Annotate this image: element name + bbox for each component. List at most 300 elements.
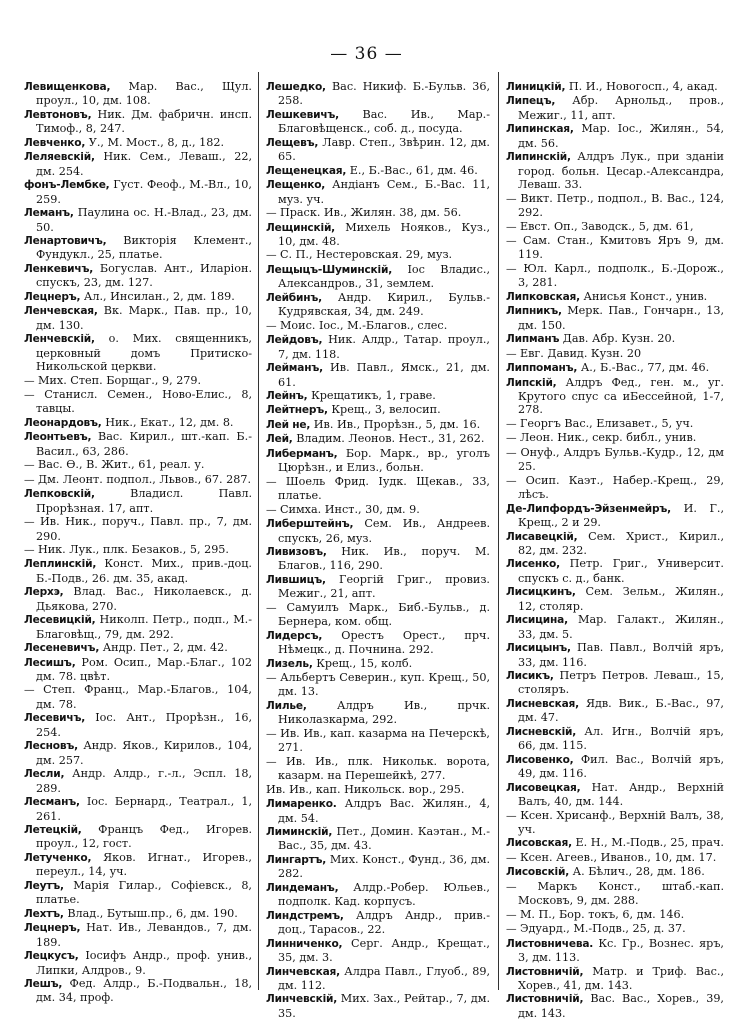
entry-surname: — <box>506 417 517 430</box>
entry-details: о. Мих. священникъ, церковный домъ Притиско-Никольской церкви. <box>36 332 252 374</box>
directory-entry <box>266 333 490 361</box>
entry-surname: — <box>506 446 517 459</box>
entry-details: Георгъ Вас., Елизавет., 5, уч. <box>519 416 694 430</box>
entry-surname: Либерштейнъ, <box>266 518 354 531</box>
entry-details: Моис. Іос., М.-Благов., слес. <box>279 318 448 332</box>
directory-entry <box>24 473 252 487</box>
entry-surname: — <box>266 755 277 768</box>
entry-surname: Лещевъ, <box>266 136 319 149</box>
entry-details: Дм. Леонт. подпол., Львов., 67. 287. <box>37 472 252 486</box>
entry-surname: Лесеневичъ, <box>24 642 100 655</box>
directory-entry <box>506 122 724 150</box>
entry-details: Андр. Алдр., г.-л., Эспл. 18, 289. <box>36 767 252 795</box>
entry-surname: Летученко, <box>24 851 92 864</box>
entry-details: Кс. Гр., Вознес. яръ, 3, дм. 113. <box>518 936 724 965</box>
entry-details: Вас. Ѳ., В. Жит., 61, реал. у. <box>37 458 205 472</box>
directory-entry <box>24 921 252 949</box>
entry-details: Вас. Кирил., шт.-кап. Б.-Васил., 63, 286. <box>36 430 252 458</box>
entry-details: Ник. Лук., плк. Безаков., 5, 295. <box>37 542 229 556</box>
entry-details: Маркъ Конст., штаб.-кап. Московъ, 9, дм. 288. <box>518 879 725 908</box>
entry-surname: Лесевичъ, <box>24 712 86 725</box>
entry-details: Ив. Ник., поруч., Павл. пр., 7, дм. 290. <box>36 515 253 543</box>
directory-entry <box>266 965 490 993</box>
entry-surname: Лешкевичъ, <box>266 108 339 121</box>
directory-entry <box>506 753 724 781</box>
entry-details: Фед. Алдр., Б.-Подвальн., 18, дм. 34, проф. <box>36 977 253 1005</box>
directory-entry <box>506 781 724 809</box>
entry-surname: Липецъ, <box>506 95 556 108</box>
directory-entry <box>24 234 252 262</box>
column-3 <box>506 80 724 1020</box>
entry-surname: Ленкевичъ, <box>24 262 94 275</box>
directory-entry <box>24 416 252 430</box>
entry-surname: Лесли, <box>24 768 65 781</box>
entry-details: Онуф., Алдръ Бульв.-Кудр., 12, дм 25. <box>518 445 724 474</box>
entry-surname: — <box>266 207 277 220</box>
entry-surname: Леплинскій, <box>24 558 97 571</box>
directory-entry <box>506 290 724 304</box>
entry-surname: Ленартовичъ, <box>24 234 107 247</box>
entry-surname: Леутъ, <box>24 879 64 892</box>
directory-entry <box>266 545 490 573</box>
entry-details: Андр. Пет., 2, дм. 42. <box>102 641 228 655</box>
directory-entry <box>24 178 252 206</box>
entry-details: Ив. Ив., кап. Никольск. вор., 295. <box>266 782 465 796</box>
entry-surname: Липинская, <box>506 123 574 136</box>
directory-entry <box>266 699 490 727</box>
directory-entry <box>24 557 252 585</box>
entry-surname: Лисицина, <box>506 614 568 627</box>
entry-details: Мих. Зах., Рейтар., 7, дм. 35. <box>278 992 491 1020</box>
directory-entry <box>266 291 490 319</box>
directory-entry <box>506 725 724 753</box>
entry-surname: — <box>506 262 517 275</box>
directory-entry <box>506 557 724 585</box>
entry-details: Викторія Клемент., Фундукл., 25, платье. <box>36 233 252 262</box>
directory-entry <box>24 304 252 332</box>
entry-details: Георгій Григ., провиз. Межиг., 21, апт. <box>278 572 490 601</box>
entry-surname: Лившицъ, <box>266 573 326 586</box>
directory-entry <box>24 613 252 641</box>
entry-details: Орестъ Орест., прч. Нѣмецк., д. Почнина. 292. <box>278 628 491 657</box>
directory-entry <box>506 836 724 850</box>
entry-surname: Леонтьевъ, <box>24 431 92 444</box>
column-2 <box>266 80 490 1020</box>
directory-entry <box>506 669 724 697</box>
entry-surname: Лисовская, <box>506 837 572 850</box>
directory-entry <box>506 446 724 474</box>
directory-entry <box>506 697 724 725</box>
directory-entry <box>266 108 490 136</box>
entry-surname: — <box>24 374 35 387</box>
directory-entry <box>506 965 724 993</box>
entry-surname: Левищенкова, <box>24 81 111 93</box>
directory-entry <box>24 879 252 907</box>
entry-surname: Ленчевскій, <box>24 333 95 346</box>
entry-details: Крещатикъ, 1, граве. <box>311 388 436 402</box>
entry-surname: Лещинскій, <box>266 221 335 234</box>
entry-surname: Лилье, <box>266 699 307 712</box>
directory-entry <box>24 487 252 515</box>
entry-surname: — <box>506 880 517 893</box>
entry-surname: Липпоманъ, <box>506 362 578 375</box>
directory-entry <box>506 262 724 290</box>
entry-surname: Ленчевская, <box>24 305 98 318</box>
entry-surname: — <box>506 923 517 936</box>
entry-details: Е. Н., М.-Подв., 25, прач. <box>575 836 724 850</box>
entry-details: Леон. Ник., секр. библ., унив. <box>519 431 697 445</box>
entry-surname: Лейтнеръ, <box>266 404 328 417</box>
entry-surname: Липскій, <box>506 376 557 389</box>
entry-surname: — <box>24 516 35 529</box>
entry-details: Владим. Леонов. Нест., 31, 262. <box>296 432 485 446</box>
entry-surname: — <box>24 684 35 697</box>
entry-surname: — <box>266 249 277 262</box>
entry-surname: Лисикъ, <box>506 670 554 683</box>
directory-entry <box>24 515 252 543</box>
entry-details: Михель Нояков., Куз., 10, дм. 48. <box>278 220 491 248</box>
directory-entry <box>506 992 724 1020</box>
entry-surname: — <box>506 851 517 864</box>
entry-details: Владисл. Павл. Прорѣзная. 17, апт. <box>36 487 253 515</box>
directory-entry <box>506 908 724 922</box>
entry-details: Сам. Стан., Кмитовъ Яръ 9, дм. 119. <box>518 233 724 262</box>
directory-entry <box>266 573 490 601</box>
directory-entry <box>266 136 490 164</box>
entry-details: Ядв. Вик., Б.-Вас., 97, дм. 47. <box>518 696 724 725</box>
directory-entry <box>24 795 252 823</box>
entry-details: Петр. Григ., Университ. спускъ с. д., банк. <box>518 557 724 585</box>
directory-entry <box>266 389 490 403</box>
entry-surname: — <box>266 503 277 516</box>
entry-surname: Лей, <box>266 433 293 446</box>
entry-surname: Левтоновъ, <box>24 108 92 121</box>
entry-surname: Линчевскій, <box>266 993 338 1006</box>
entry-surname: Лейбинъ, <box>266 291 322 304</box>
entry-surname: — <box>506 809 517 822</box>
entry-details: С. П., Нестеровская. 29, муз. <box>279 248 453 262</box>
directory-entry <box>266 755 490 783</box>
entry-surname: — <box>506 474 517 487</box>
directory-entry <box>506 922 724 936</box>
entry-surname: Листовничій, <box>506 965 584 978</box>
entry-details: Евг. Давид. Кузн. 20 <box>519 346 642 360</box>
entry-surname: Лисовскій, <box>506 866 570 879</box>
entry-details: Марія Гилар., Софіевск., 8, платье. <box>36 878 252 907</box>
column-1 <box>24 80 252 1005</box>
directory-entry <box>266 517 490 545</box>
entry-surname: — <box>266 672 277 685</box>
entry-surname: Леляевскій, <box>24 151 95 164</box>
entry-details: Алдръ Лук., при зданіи город. больн. Цесар.-Александра, Леваш. 33. <box>518 150 724 192</box>
entry-surname: — <box>506 908 517 921</box>
entry-details: Крещ., 3, велосип. <box>331 403 441 417</box>
entry-details: Пав. Павл., Волчій яръ, 33, дм. 116. <box>518 641 725 669</box>
entry-surname: — <box>266 601 277 614</box>
directory-entry <box>506 347 724 361</box>
directory-entry <box>266 248 490 262</box>
entry-surname: — <box>24 459 35 472</box>
entry-details: Бор. Марк., вр., уголъ Цюрѣзн., и Елиз., больн. <box>278 446 490 475</box>
directory-entry <box>266 601 490 629</box>
entry-details: Ник. Алдр., Татар. проул., 7, дм. 118. <box>278 333 490 361</box>
entry-details: Ив. Ив., Прорѣзн., 5, дм. 16. <box>313 417 481 431</box>
directory-entry <box>506 585 724 613</box>
directory-entry <box>506 502 724 530</box>
entry-details: Іос. Бернард., Театрал., 1, 261. <box>36 795 252 823</box>
directory-entry <box>506 94 724 122</box>
directory-entry <box>24 656 252 684</box>
entry-details: Эдуард., М.-Подв., 25, д. 37. <box>519 922 686 936</box>
entry-surname: Лецнеръ, <box>24 922 81 935</box>
entry-details: Мар. Іос., Жилян., 54, дм. 56. <box>518 122 724 150</box>
directory-entry <box>266 727 490 755</box>
entry-details: Матр. и Триф. Вас., Хорев., 41, дм. 143. <box>518 964 724 992</box>
entry-surname: Липникъ, <box>506 305 562 318</box>
directory-entry <box>266 937 490 965</box>
entry-surname: Линицкій, <box>506 81 566 93</box>
directory-entry <box>266 319 490 333</box>
entry-details: Симха. Инст., 30, дм. 9. <box>279 502 420 516</box>
entry-surname: — <box>506 220 517 233</box>
directory-entry <box>24 136 252 150</box>
entry-details: Шоель Фрид. Іудк. Щекав., 33, платье. <box>278 474 490 503</box>
entry-surname: — <box>506 192 517 205</box>
directory-entry <box>24 374 252 388</box>
directory-entry <box>266 503 490 517</box>
entry-surname: Лерхэ, <box>24 586 64 599</box>
entry-details: Викт. Петр., подпол., В. Вас., 124, 292. <box>518 191 724 220</box>
entry-details: Абр. Арнольд., пров., Межиг., 11, апт. <box>518 94 725 122</box>
entry-surname: Левченко, <box>24 136 86 149</box>
entry-details: Паулина ос. Н.-Влад., 23, дм. 50. <box>36 206 252 234</box>
entry-details: Анисья Конст., унив. <box>583 289 708 303</box>
directory-entry <box>24 80 252 108</box>
directory-entry <box>266 853 490 881</box>
directory-entry <box>266 475 490 503</box>
entry-surname: Де-Липфордъ-Эйзенмейръ, <box>506 502 671 515</box>
entry-surname: Лешъ, <box>24 978 63 990</box>
directory-entry <box>24 949 252 977</box>
entry-details: Сем. Христ., Кирил., 82, дм. 232. <box>518 529 725 557</box>
entry-surname: Лесишъ, <box>24 656 76 669</box>
entry-surname: Лисицынъ, <box>506 642 571 655</box>
directory-entry <box>266 418 490 432</box>
entry-details: Ксен. Хрисанф., Верхній Валъ, 38, уч. <box>518 808 724 837</box>
directory-entry <box>506 332 724 346</box>
entry-details: Алдръ Фед., ген. м., уг. Крутого спус са иБессейной, 1-7, 278. <box>518 375 724 417</box>
entry-surname: Листовничева. <box>506 937 594 950</box>
entry-surname: Лиминскій, <box>266 826 333 839</box>
entry-details: Алдр.-Робер. Юльев., подполк. Кад. корпусъ. <box>278 880 490 909</box>
entry-surname: — <box>506 432 517 445</box>
entry-details: Юл. Карл., подполк., Б.-Дорож., 3, 281. <box>518 261 724 290</box>
directory-entry <box>24 430 252 458</box>
entry-surname: Летецкій, <box>24 824 82 837</box>
entry-surname: Лисовецкая, <box>506 781 581 794</box>
entry-details: Нат. Андр., Верхній Валъ, 40, дм. 144. <box>518 780 724 809</box>
entry-details: Густ. Феоф., М.-Вл., 10, 259. <box>36 178 252 206</box>
entry-details: М. П., Бор. токъ, 6, дм. 146. <box>519 907 685 921</box>
entry-surname: Лизель, <box>266 657 313 670</box>
directory-entry <box>506 809 724 837</box>
entry-details: Сем. Ив., Андреев. спускъ, 26, муз. <box>278 517 491 545</box>
entry-surname: Липковская, <box>506 290 580 303</box>
directory-entry <box>24 851 252 879</box>
entry-details: Николп. Петр., подп., М.-Благовѣщ., 79, дм. 292. <box>36 613 252 641</box>
entry-surname: Лисавецкій, <box>506 530 578 543</box>
directory-entry <box>24 977 252 1005</box>
directory-entry <box>266 671 490 699</box>
entry-surname: Лисенко, <box>506 558 560 571</box>
entry-surname: Линдстремъ, <box>266 909 344 922</box>
directory-entry <box>506 304 724 332</box>
entry-surname: Лесевицкій, <box>24 614 96 627</box>
entry-surname: Липинскій, <box>506 151 571 164</box>
entry-surname: Лидерсъ, <box>266 629 323 642</box>
entry-details: Андіанъ Сем., Б.-Вас. 11, муз. уч. <box>278 178 490 206</box>
entry-surname: Лехтъ, <box>24 907 64 920</box>
entry-surname: Лей не, <box>266 418 311 431</box>
entry-details: И. Г., Крещ., 2 и 29. <box>518 501 725 530</box>
entry-surname: Лимаренко. <box>266 798 337 811</box>
entry-details: Іосифъ Андр., проф. унив., Липки, Алдров., 9. <box>36 949 252 977</box>
directory-entry <box>266 629 490 657</box>
entry-details: Вас. Вас., Хорев., 39, дм. 143. <box>518 992 724 1020</box>
entry-surname: — <box>24 388 35 401</box>
directory-entry <box>266 881 490 909</box>
entry-surname: Линниченко, <box>266 937 343 950</box>
entry-details: Ив. Павл., Ямск., 21, дм. 61. <box>278 361 490 389</box>
entry-surname: Липманъ <box>506 333 560 346</box>
entry-details: Алдръ Вас. Жилян., 4, дм. 54. <box>278 797 490 825</box>
directory-entry <box>506 80 724 94</box>
directory-entry <box>266 164 490 178</box>
entry-details: П. И., Новогосп., 4, акад. <box>568 80 718 93</box>
entry-details: Ив. Ив., кап. казарма на Печерскѣ, 271. <box>278 726 490 755</box>
directory-entry <box>506 641 724 669</box>
entry-details: Е., Б.-Вас., 61, дм. 46. <box>349 163 478 177</box>
entry-details: Праск. Ив., Жилян. 38, дм. 56. <box>279 206 462 220</box>
directory-entry <box>506 474 724 502</box>
directory-entry <box>24 543 252 557</box>
directory-entry <box>24 823 252 851</box>
entry-details: Ксен. Агеев., Иванов., 10, дм. 17. <box>519 850 717 864</box>
entry-details: Ник. Дм. фабричн. инсп. Тимоф., 8, 247. <box>36 107 252 136</box>
entry-details: Ник. Ив., поруч. М. Благов., 116, 290. <box>278 544 490 573</box>
entry-surname: Лесманъ, <box>24 796 80 809</box>
entry-details: Алдра Павл., Глуоб., 89, дм. 112. <box>278 964 491 992</box>
entry-surname: Лисневская, <box>506 697 579 710</box>
directory-entry <box>266 657 490 671</box>
entry-surname: Линчевская, <box>266 965 340 978</box>
entry-details: Алдръ Андр., прив.-доц., Тарасов., 22. <box>278 908 490 937</box>
directory-entry <box>24 458 252 472</box>
entry-details: Богуслав. Ант., Иларіон. спускъ, 23, дм. 127. <box>36 261 252 290</box>
entry-details: Вас. Ив., Мар.-Благовѣщенск., соб. д., посуда. <box>278 107 490 136</box>
directory-entry <box>506 150 724 191</box>
entry-surname: Листовничій, <box>506 993 584 1006</box>
entry-surname: Леонардовъ, <box>24 416 102 429</box>
entry-surname: Либерманъ, <box>266 447 338 460</box>
directory-entry <box>24 739 252 767</box>
entry-surname: Лейманъ, <box>266 362 323 375</box>
entry-surname: Лецкусъ, <box>24 950 79 963</box>
directory-entry <box>506 376 724 417</box>
entry-details: Влад. Вас., Николаевск., д. Дьякова, 270. <box>36 585 252 613</box>
entry-details: Станисл. Семен., Ново-Елис., 8, тавцы. <box>36 387 252 416</box>
entry-details: Іос. Ант., Прорѣзн., 16, 254. <box>36 711 252 739</box>
entry-surname: — <box>24 543 35 556</box>
entry-details: Самуилъ Марк., Биб.-Бульв., д. Бернера, ком. общ. <box>278 600 490 629</box>
directory-entry <box>266 178 490 206</box>
entry-details: Крещ., 15, колб. <box>316 656 413 670</box>
entry-details: Ром. Осип., Мар.-Благ., 102 дм. 78. цвѣт. <box>36 655 252 684</box>
directory-entry <box>266 206 490 220</box>
entry-details: Ник. Сем., Леваш., 22, дм. 254. <box>36 150 253 178</box>
entry-details: Ал. Игн., Волчій яръ, 66, дм. 115. <box>518 724 724 753</box>
directory-entry <box>506 220 724 234</box>
entry-details: А., Б.-Вас., 77, дм. 46. <box>580 361 710 375</box>
entry-details: Осип. Каэт., Набер.-Крещ., 29, лѣсъ. <box>518 473 725 502</box>
directory-entry <box>24 108 252 136</box>
entry-details: Іос Владис., Александров., 31, землем. <box>278 262 491 291</box>
entry-surname: — <box>506 347 517 360</box>
entry-details: Влад., Бутыш.пр., 6, дм. 190. <box>67 906 238 920</box>
entry-surname: Линдеманъ, <box>266 881 339 894</box>
entry-surname: Лепковскій, <box>24 488 95 501</box>
entry-surname: Лецнеръ, <box>24 290 81 303</box>
directory-entry <box>266 263 490 291</box>
entry-details: Андр. Яков., Кирилов., 104, дм. 257. <box>36 739 252 767</box>
directory-entry <box>24 332 252 373</box>
directory-entry <box>24 767 252 795</box>
directory-entry <box>24 290 252 304</box>
directory-entry <box>24 641 252 655</box>
entry-details: Петръ Петров. Леваш., 15, столяръ. <box>518 669 725 697</box>
entry-surname: Ливизовъ, <box>266 545 327 558</box>
directory-entry <box>506 417 724 431</box>
directory-entry <box>506 851 724 865</box>
entry-details: Альбертъ Северин., куп. Крещ., 50, дм. 13. <box>278 671 490 699</box>
entry-details: Мар. Вас., Щул. проул., 10, дм. 108. <box>36 80 252 108</box>
directory-entry <box>506 192 724 220</box>
directory-entry <box>24 585 252 613</box>
entry-details: Вас. Никиф. Б.-Бульв. 36, 258. <box>278 80 490 108</box>
entry-details: Мих. Конст., Фунд., 36, дм. 282. <box>278 852 490 881</box>
directory-entry <box>506 431 724 445</box>
entry-details: Дав. Абр. Кузн. 20. <box>562 332 676 346</box>
entry-details: Пет., Домин. Каэтан., М.-Вас., 35, дм. 43. <box>278 825 490 853</box>
directory-entry <box>266 783 490 797</box>
directory-entry <box>266 447 490 475</box>
entry-surname: Лисовенко, <box>506 753 574 766</box>
entry-details: Серг. Андр., Крещат., 35, дм. 3. <box>278 936 490 965</box>
entry-details: Сем. Зельм., Жилян., 12, столяр. <box>518 585 724 613</box>
entry-details: Алдръ Ив., прчк. Николазкарма, 292. <box>278 698 491 727</box>
directory-entry <box>266 797 490 825</box>
entry-details: Францъ Фед., Игорев. проул., 12, гост. <box>36 823 252 851</box>
directory-entry <box>266 432 490 446</box>
entry-details: У., М. Мост., 8, д., 182. <box>88 135 225 149</box>
entry-details: Лавр. Степ., Звѣрин. 12, дм. 65. <box>278 135 490 164</box>
entry-details: Мерк. Пав., Гончарн., 13, дм. 150. <box>518 304 725 332</box>
directory-entry <box>266 992 490 1020</box>
entry-surname: — <box>266 475 277 488</box>
directory-entry <box>506 865 724 879</box>
directory-entry <box>24 262 252 290</box>
entry-surname: Леманъ, <box>24 207 74 220</box>
